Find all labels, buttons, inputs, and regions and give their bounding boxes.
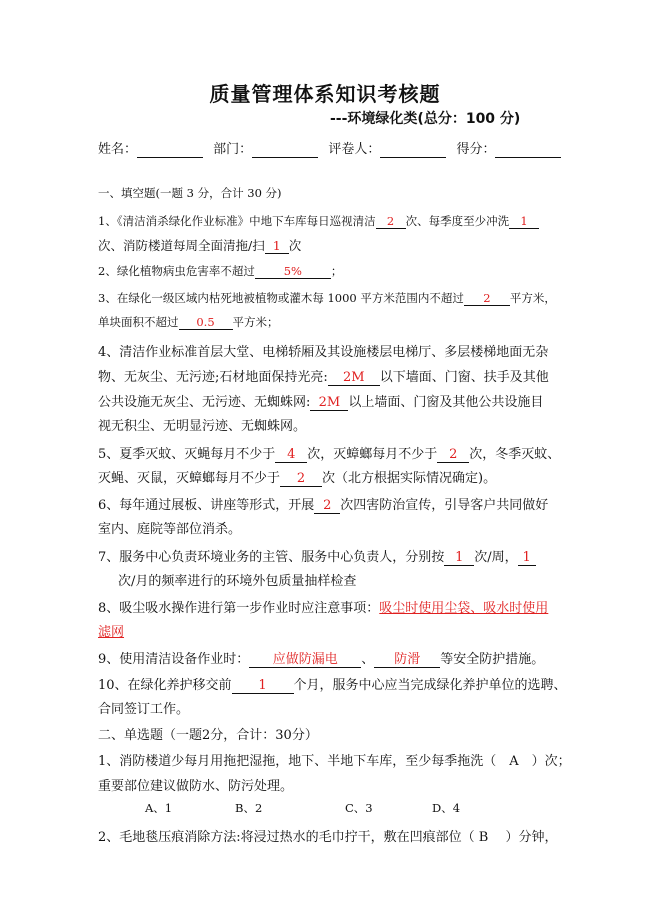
- score-label: 得分：: [456, 142, 496, 157]
- s1-q7-line1: 7、服务中心负责环境业务的主管、服务中心负责人，分别按 1 次/周， 1: [98, 546, 536, 566]
- s1-q6-line2: 室内、庭院等部位消杀。: [98, 522, 242, 537]
- s1-q7-answer1: 1: [444, 551, 474, 566]
- s2-q1-option-d: D、4: [432, 801, 461, 815]
- s1-q9: 9、使用清洁设备作业时： 应做防漏电 、 防滑 等安全防护措施。: [98, 652, 545, 667]
- s1-q4-line2: 物、无灰尘、无污迹;石材地面保持光亮: 2M 以下墙面、门窗、扶手及其他: [98, 370, 549, 385]
- score-blank[interactable]: [495, 142, 561, 158]
- info-row: [98, 138, 561, 158]
- grader-blank[interactable]: [380, 142, 446, 158]
- s2-q1-option-a: A、1: [145, 801, 173, 815]
- s1-q10-line1: 10、在绿化养护移交前 1 个月，服务中心应当完成绿化养护单位的选聘、: [98, 678, 567, 693]
- s2-q1-line1: 1、消防楼道少每月用拖把湿拖，地下、半地下车库，至少每季拖洗（ A ）次；: [98, 754, 571, 769]
- s1-q7-line2: 次/月的频率进行的环境外包质量抽样检查: [118, 574, 357, 589]
- s1-q5-answer3: 2: [280, 472, 322, 487]
- s1-q3-line1: 3、在绿化一级区域内枯死地被植物或灌木每 1000 平方米范围内不超过 2 平方米，: [98, 291, 556, 305]
- s1-q1-line2: 次、消防楼道每周全面清拖/扫 1 次: [98, 238, 302, 253]
- section1-heading: 一、填空题(一题 3 分，合计 30 分): [98, 186, 282, 200]
- dept-label: 部门：: [213, 142, 253, 157]
- s1-q2-answer1: 5%: [255, 265, 331, 279]
- s1-q5-answer2: 2: [437, 448, 469, 463]
- dept-blank[interactable]: [252, 142, 318, 158]
- name-blank[interactable]: [137, 142, 203, 158]
- s1-q8-answer: 吸尘时使用尘袋、吸水时使用: [379, 601, 549, 616]
- s1-q2: 2、绿化植物病虫危害率不超过 5% ；: [98, 264, 343, 278]
- s1-q5-line2: 灭蝇、灭鼠，灭蟑螂每月不少于 2 次（北方根据实际情况确定)。: [98, 471, 497, 486]
- s1-q10-answer1: 1: [232, 679, 294, 694]
- s1-q4-line4: 视无积尘、无明显污迹、无蜘蛛网。: [98, 419, 307, 434]
- s1-q3-answer1: 2: [464, 292, 510, 306]
- grader-label: 评卷人：: [328, 142, 381, 157]
- s2-q1-option-b: B、2: [235, 801, 263, 815]
- name-label: 姓名：: [98, 142, 138, 157]
- s1-q1-answer2: 1: [509, 215, 539, 229]
- s1-q4-line3: 公共设施无灰尘、无污迹、无蜘蛛网: 2M 以上墙面、门窗及其他公共设施目: [98, 395, 544, 410]
- s2-q2-line1: 2、毛地毯压痕消除方法:将浸过热水的毛巾拧干，敷在凹痕部位（ B ）分钟，: [98, 830, 558, 845]
- s1-q6-answer1: 2: [314, 499, 340, 514]
- s1-q5-line1: 5、夏季灭蚊、灭蝇每月不少于 4 次，灭蟑螂每月不少于 2 次，冬季灭蚊、: [98, 447, 561, 462]
- s1-q3-answer2: 0.5: [179, 316, 233, 330]
- s1-q3-line2: 单块面积不超过 0.5 平方米；: [98, 315, 279, 329]
- s1-q4-answer1: 2M: [328, 371, 380, 386]
- s1-q9-answer2: 防滑: [374, 653, 440, 668]
- s1-q1-line1: 1、《清洁消杀绿化作业标准》中地下车库每日巡视清洁 2 次、每季度至少冲洗 1: [98, 213, 539, 229]
- s2-q1-line2: 重要部位建议做防水、防污处理。: [98, 779, 294, 794]
- section2-heading: 二、单选题（一题2分，合计：30分）: [98, 728, 318, 743]
- s1-q10-line2: 合同签订工作。: [98, 702, 190, 717]
- s1-q4-answer2: 2M: [310, 396, 348, 411]
- s1-q1-answer3: 1: [265, 239, 289, 254]
- s1-q8-line1: 8、吸尘吸水操作进行第一步作业时应注意事项：吸尘时使用尘袋、吸水时使用: [98, 601, 549, 616]
- page-title: 质量管理体系知识考核题: [209, 82, 441, 106]
- page-subtitle: ---环境绿化类(总分：100 分): [330, 111, 521, 127]
- s1-q1-answer1: 2: [376, 215, 406, 229]
- s1-q6-line1: 6、每年通过展板、讲座等形式，开展 2 次四害防治宣传，引导客户共同做好: [98, 498, 549, 513]
- s1-q8-answer-cont: 滤网: [98, 625, 125, 640]
- s1-q5-answer1: 4: [275, 448, 307, 463]
- s1-q9-answer1: 应做防漏电: [249, 653, 361, 668]
- s1-q8-line2: [98, 621, 124, 640]
- s1-q4-line1: 4、清洁作业标准首层大堂、电梯轿厢及其设施楼层电梯厅、多层楼梯地面无杂: [98, 345, 549, 360]
- s2-q1-option-c: C、3: [345, 801, 373, 815]
- s1-q7-answer2: 1: [518, 551, 536, 566]
